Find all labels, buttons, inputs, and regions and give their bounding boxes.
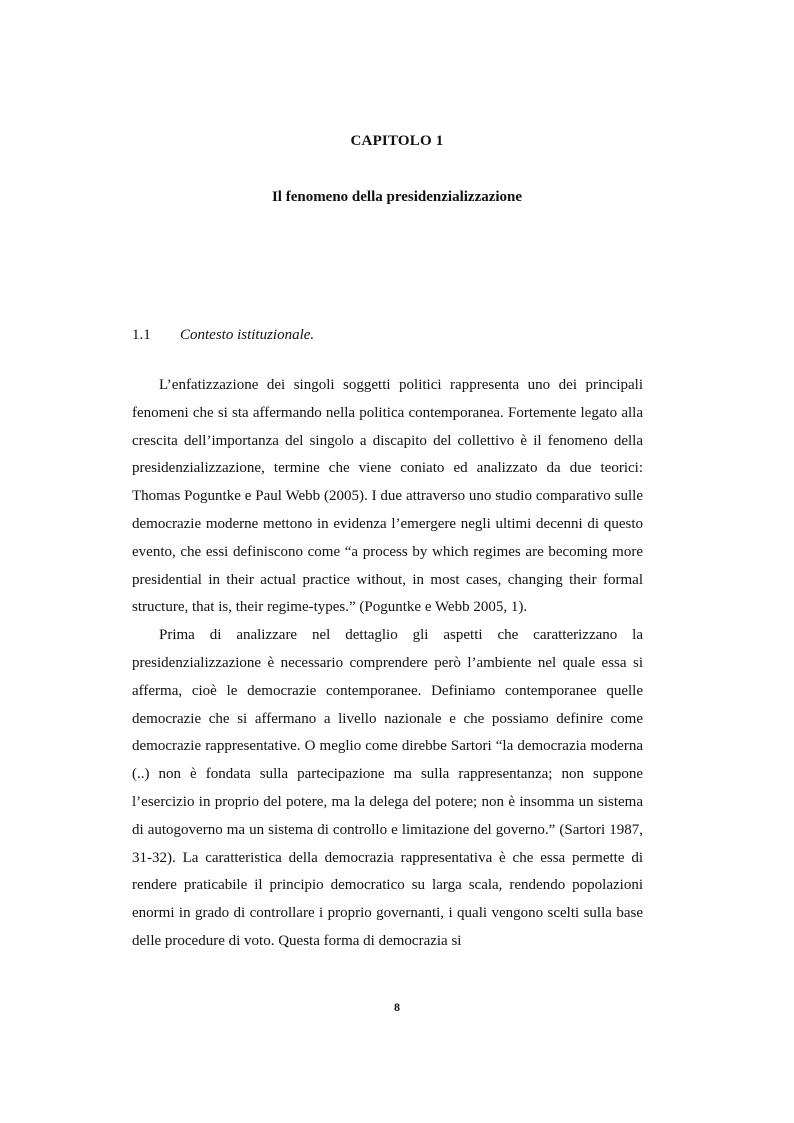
section-number: 1.1: [132, 327, 151, 343]
paragraph: L’enfatizzazione dei singoli soggetti politici rappresenta uno dei principali fenomeni che si sta affermando nella politica contemporanea. Fortemente legato alla crescita dell’importanza del singolo a discapito del collettivo è il fenomeno della presidenzializzazione, termine che viene coniato ed analizzato da due teorici: Thomas Poguntke e Paul Webb (2005). I due attraverso uno studio comparativo sulle democrazie moderne mettono in evidenza l’emergere negli ultimi decenni di questo evento, che essi definiscono come “a process by which regimes are becoming more presidential in their actual practice without, in most cases, changing their formal structure, that is, their regime-types.” (Poguntke e Webb 2005, 1).: [132, 377, 643, 616]
chapter-title: Il fenomeno della presidenzializzazione: [271, 189, 523, 205]
section-heading: [132, 327, 314, 344]
body-text: [132, 372, 643, 956]
chapter-label: CAPITOLO 1: [350, 133, 444, 149]
paragraph: Prima di analizzare nel dettaglio gli aspetti che caratterizzano la presidenzializzazione è necessario comprendere però l’ambiente nel quale essa si afferma, cioè le democrazie contemporanee. Definiamo contemporanee quelle democrazie che si affermano a livello nazionale e che possiamo definire come democrazie rappresentative. O meglio come direbbe Sartori “la democrazia moderna (..) non è fondata sulla partecipazione ma sulla rappresentanza; non suppone l’esercizio in proprio del potere, ma la delega del potere; non è insomma un sistema di autogoverno ma un sistema di controllo e limitazione del governo.” (Sartori 1987, 31-32). La caratteristica della democrazia rappresentativa è che essa permette di rendere praticabile il principio democratico su larga scala, rendendo popolazioni enormi in grado di controllare i proprio governanti, i quali vengono scelti sulla base delle procedure di voto. Questa forma di democrazia si: [132, 627, 643, 949]
section-title: Contesto istituzionale.: [180, 327, 315, 343]
page-number: 8: [394, 1000, 400, 1014]
